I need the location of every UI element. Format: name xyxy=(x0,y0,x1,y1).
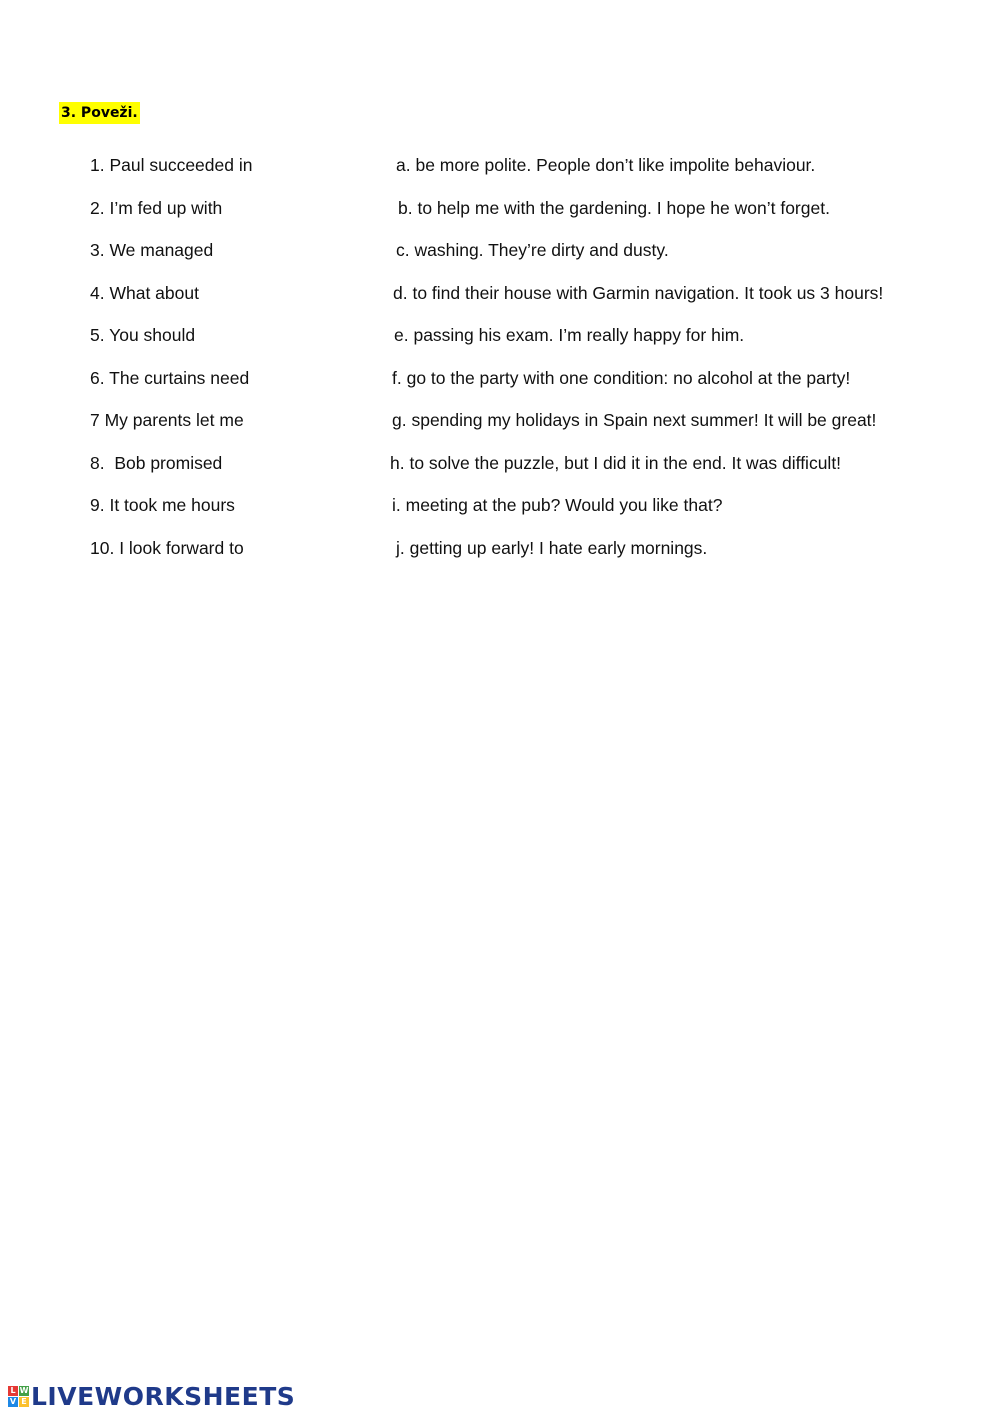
left-item: 2. I’m fed up with xyxy=(90,198,223,218)
match-row xyxy=(0,408,1000,432)
logo-square: E xyxy=(19,1397,29,1407)
left-item: 5. You should xyxy=(90,325,196,345)
match-row xyxy=(0,238,1000,262)
left-item: 3. We managed xyxy=(90,240,214,260)
logo-wordmark: LIVEWORKSHEETS xyxy=(31,1381,296,1411)
logo-grid-icon xyxy=(8,1386,29,1407)
exercise-heading: 3. Poveži. xyxy=(59,102,140,124)
right-item: b. to help me with the gardening. I hope he won’t forget. xyxy=(398,198,830,218)
match-row xyxy=(0,451,1000,475)
right-item: g. spending my holidays in Spain next summer! It will be great! xyxy=(392,410,877,430)
match-row xyxy=(0,281,1000,305)
left-item: 1. Paul succeeded in xyxy=(90,155,253,175)
left-item: 6. The curtains need xyxy=(90,368,250,388)
right-item: j. getting up early! I hate early mornings. xyxy=(396,538,708,558)
right-item: c. washing. They’re dirty and dusty. xyxy=(396,240,669,260)
match-row xyxy=(0,196,1000,220)
right-item: a. be more polite. People don’t like impolite behaviour. xyxy=(396,155,816,175)
right-item: h. to solve the puzzle, but I did it in the end. It was difficult! xyxy=(390,453,842,473)
left-item: 7 My parents let me xyxy=(90,410,244,430)
match-row xyxy=(0,323,1000,347)
match-row xyxy=(0,153,1000,177)
logo-square: L xyxy=(8,1386,18,1396)
match-row xyxy=(0,493,1000,517)
right-item: i. meeting at the pub? Would you like that? xyxy=(392,495,723,515)
right-item: f. go to the party with one condition: no alcohol at the party! xyxy=(392,368,851,388)
logo-square: V xyxy=(9,1396,17,1406)
left-item: 8. Bob promised xyxy=(90,453,223,473)
match-row xyxy=(0,536,1000,560)
right-item: e. passing his exam. I’m really happy for him. xyxy=(394,325,745,345)
match-row xyxy=(0,366,1000,390)
liveworksheets-logo xyxy=(8,1380,295,1412)
logo-square: W xyxy=(19,1385,29,1395)
left-item: 9. It took me hours xyxy=(90,495,235,515)
right-item: d. to find their house with Garmin navigation. It took us 3 hours! xyxy=(393,283,884,303)
left-item: 4. What about xyxy=(90,283,199,303)
left-item: 10. I look forward to xyxy=(90,538,244,558)
